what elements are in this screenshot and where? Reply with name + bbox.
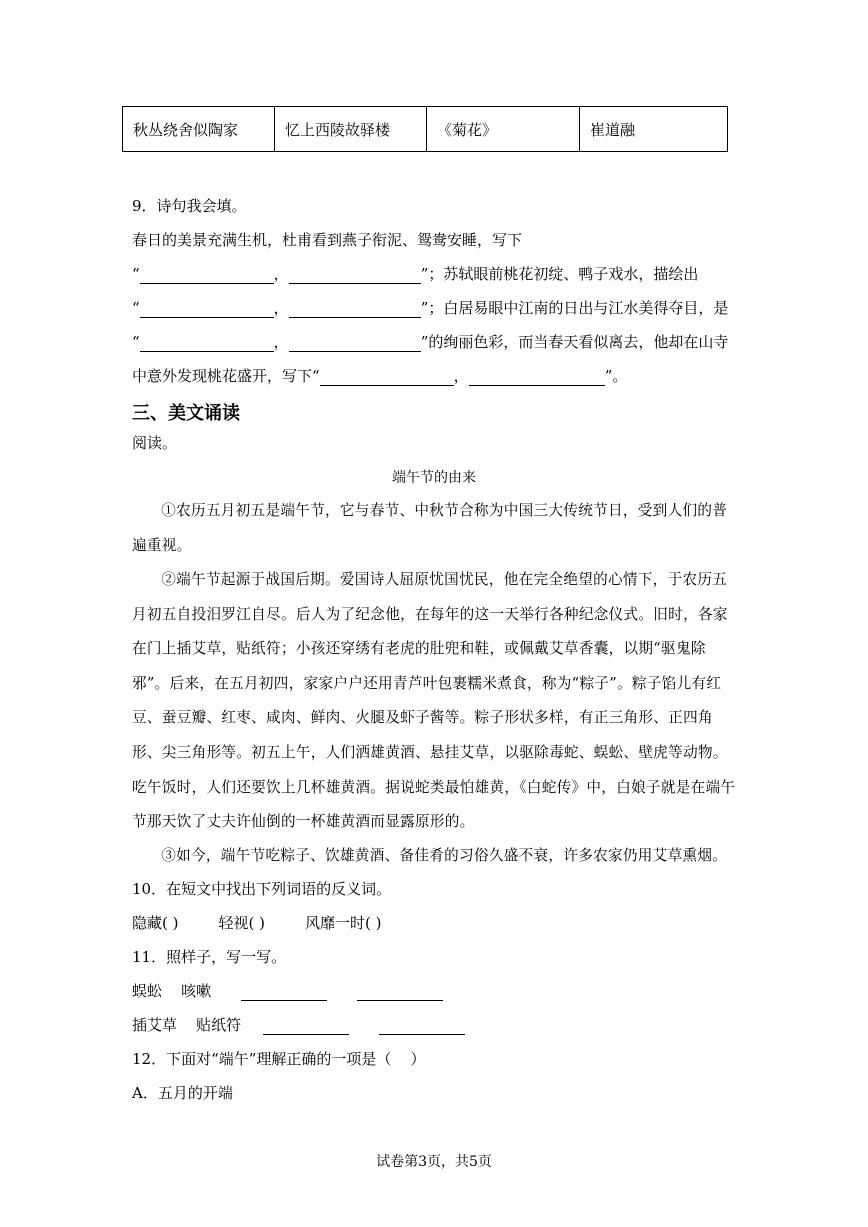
section-heading: 三、美文诵读 xyxy=(132,403,240,424)
answer-blank[interactable] xyxy=(263,1018,349,1035)
question-9-line-5 xyxy=(132,366,627,386)
answer-blank[interactable] xyxy=(241,984,327,1001)
line-text: ”的绚丽色彩，而当春天看似离去，他却在山寺 xyxy=(420,333,729,351)
question-9-line-4 xyxy=(132,332,728,352)
table-cell: 《菊花》 xyxy=(427,107,580,152)
article-paragraph-3: ③如今，端午节吃粽子、饮雄黄酒、备佳肴的习俗久盛不衰，许多农家仍用艾草熏烟。 xyxy=(161,847,728,864)
table-cell: 秋丛绕舍似陶家 xyxy=(123,107,275,152)
question-9-label: 9．诗句我会填。 xyxy=(132,197,247,215)
answer-blank[interactable] xyxy=(357,984,443,1001)
article-paragraph-1: ①农历五月初五是端午节，它与春节、中秋节合称为中国三大传统节日，受到人们的普遍重视。 xyxy=(132,502,728,554)
comma: ， xyxy=(273,333,289,351)
question-9-line-2 xyxy=(132,264,698,284)
example-words: 插艾草 贴纸符 xyxy=(132,1016,242,1034)
quote-mark: “ xyxy=(132,333,140,351)
comma: ， xyxy=(453,367,469,385)
quote-mark: “ xyxy=(132,265,140,283)
antonym-item: 风靡一时( ) xyxy=(304,914,382,932)
question-11-row-2 xyxy=(132,1015,465,1035)
question-11-row-1 xyxy=(132,981,443,1001)
answer-blank[interactable] xyxy=(289,301,421,318)
question-11-label: 11．照样子，写一写。 xyxy=(132,948,287,966)
table-cell: 崔道融 xyxy=(580,107,728,152)
answer-blank[interactable] xyxy=(140,267,274,284)
answer-blank[interactable] xyxy=(289,267,421,284)
line-text: ”；苏轼眼前桃花初绽、鸭子戏水，描绘出 xyxy=(420,265,699,283)
question-9-line-1: 春日的美景充满生机，杜甫看到燕子衔泥、鸳鸯安睡，写下 xyxy=(132,231,523,249)
question-9-line-3 xyxy=(132,298,728,318)
answer-blank[interactable] xyxy=(469,369,605,386)
table-cell: 忆上西陵故驿楼 xyxy=(275,107,427,152)
line-text: ”。 xyxy=(604,367,628,385)
article-title: 端午节的由来 xyxy=(392,470,476,486)
question-12-label: 12．下面对“端午”理解正确的一项是（ ） xyxy=(132,1050,426,1068)
answer-blank[interactable] xyxy=(289,335,421,352)
answer-blank[interactable] xyxy=(140,301,274,318)
question-10-label: 10．在短文中找出下列词语的反义词。 xyxy=(132,880,392,898)
antonym-item: 轻视( ) xyxy=(218,914,265,932)
question-10-words xyxy=(132,913,381,933)
comma: ， xyxy=(273,299,289,317)
question-12-option-a[interactable]: A．五月的开端 xyxy=(132,1084,233,1102)
quote-mark: “ xyxy=(132,299,140,317)
answer-blank[interactable] xyxy=(379,1018,465,1035)
line-text: ”；白居易眼中江南的日出与江水美得夺目，是 xyxy=(420,299,729,317)
read-instruction: 阅读。 xyxy=(132,434,178,452)
antonym-item: 隐藏( ) xyxy=(132,914,179,932)
page-footer: 试卷第3页，共5页 xyxy=(376,1154,492,1170)
article-paragraph-2: ②端午节起源于战国后期。爱国诗人屈原忧国忧民，他在完全绝望的心情下，于农历五月初五自投汨罗江自尽。后人为了纪念他，在每年的这一天举行各种纪念仪式。旧时，各家在门上插艾草，贴纸符；小孩还穿绣有老虎的肚兜和鞋，或佩戴艾草香囊，以期“驱鬼除邪”。后来，在五月初四，家家户户还用青芦叶包裹糯米煮食，称为“粽子”。粽子馅儿有红豆、蚕豆瓣、红枣、咸肉、鲜肉、火腿及虾子酱等。粽子形状多样，有正三角形、正四角形、尖三角形等。初五上午，人们洒雄黄酒、悬挂艾草，以驱除毒蛇、蜈蚣、壁虎等动物。吃午饭时，人们还要饮上几杯雄黄酒。据说蛇类最怕雄黄，《白蛇传》中，白娘子就是在端午节那天饮了丈夫许仙倒的一杯雄黄酒而显露原形的。 xyxy=(132,571,736,831)
poem-table xyxy=(122,106,728,152)
line-text: 中意外发现桃花盛开，写下“ xyxy=(132,367,320,385)
example-words: 蜈蚣 咳嗽 xyxy=(132,982,212,1000)
table-row xyxy=(123,107,728,152)
comma: ， xyxy=(273,265,289,283)
answer-blank[interactable] xyxy=(140,335,274,352)
answer-blank[interactable] xyxy=(320,369,454,386)
